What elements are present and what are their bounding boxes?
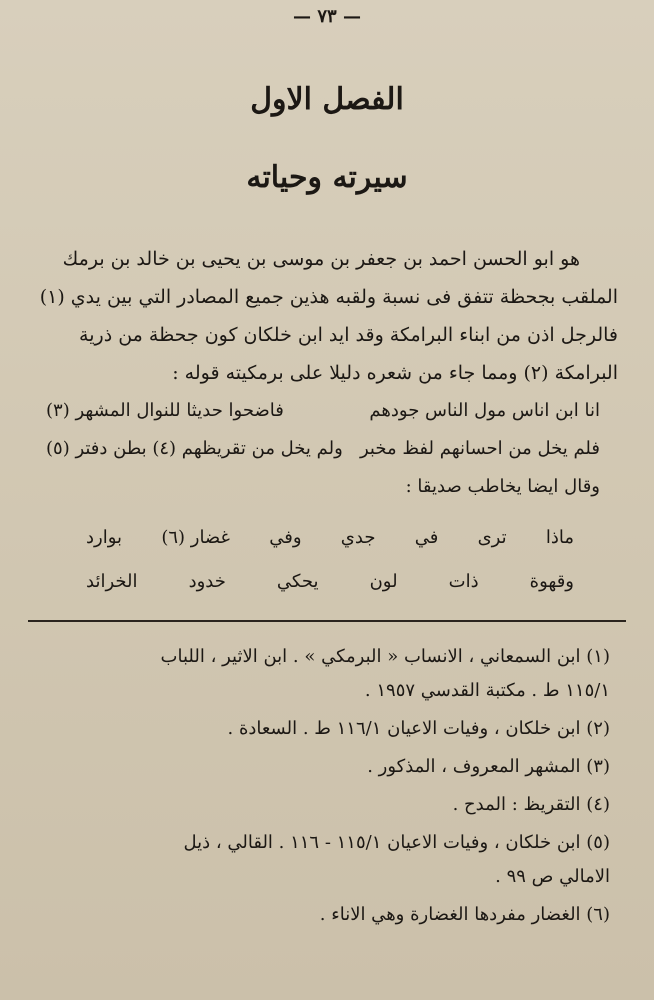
verse-first-hemistich: فلم يخل من احسانهم لفظ مخبر (359, 438, 600, 459)
main-text (39, 240, 618, 604)
verse-word: وقهوة (529, 571, 574, 592)
poem-verses-2 (46, 516, 618, 604)
poem-verses-1 (46, 392, 618, 468)
verse-second-hemistich: فاضحوا حديثا للنوال المشهر (٣) (46, 400, 284, 421)
footnote (40, 640, 610, 708)
page-number: — ٧٣ — (293, 6, 361, 27)
chapter-title: الفصل الاول (250, 82, 404, 117)
footnote-line: (٦) الغضار مفردها الغضارة وهي الاناء . (319, 904, 610, 925)
footnote-line: (١) ابن السمعاني ، الانساب « البرمكي » . ابن الاثير ، اللباب (160, 646, 610, 667)
section-title: سيرته وحياته (246, 160, 408, 195)
verse-word: الخرائد (86, 571, 138, 592)
verse-word: خدود (188, 571, 226, 592)
verse-second-hemistich: ولم يخل من تقريظهم (٤) بطن دفتر (٥) (46, 438, 343, 459)
footnote (40, 712, 610, 746)
verse-word: ترى (477, 527, 507, 548)
paragraph-line: فالرجل اذن من ابناء البرامكة وقد ايد ابن خلكان كون جحظة من ذرية (79, 324, 618, 346)
verse-word: لون (369, 571, 398, 592)
footnote (40, 826, 610, 894)
footnote-line: (٤) التقريظ : المدح . (452, 794, 610, 815)
verse-line (46, 392, 618, 430)
verse-word: في (414, 527, 439, 548)
verse-word: ماذا (545, 527, 574, 548)
verse-line (46, 430, 618, 468)
footnote (40, 788, 610, 822)
footnote-line: (٣) المشهر المعروف ، المذكور . (367, 756, 610, 777)
footnote-divider (28, 620, 626, 622)
verse-line (46, 560, 618, 604)
verse-word: جدي (340, 527, 376, 548)
footnotes (40, 640, 610, 936)
verse-line (46, 516, 618, 560)
verse-word: غضار (٦) (161, 527, 230, 548)
paragraph-line: الملقب بجحظة تتفق فى نسبة ولقبه هذين جميع المصادر التي بين يدي (١) (39, 286, 618, 308)
footnote (40, 898, 610, 932)
verse-first-hemistich: انا ابن اناس مول الناس جودهم (369, 400, 600, 421)
footnote (40, 750, 610, 784)
verse-word: بوارد (86, 527, 123, 548)
poem-intro: وقال ايضا يخاطب صديقا : (405, 476, 600, 497)
paragraph-line: البرامكة (٢) ومما جاء من شعره دليلا على برمكيته قوله : (172, 362, 618, 384)
paragraph-line: هو ابو الحسن احمد بن جعفر بن موسى بن يحيى بن خالد بن برمك (62, 248, 580, 270)
verse-word: ذات (448, 571, 479, 592)
footnote-line: ١١٥/١ ط . مكتبة القدسي ١٩٥٧ . (364, 680, 610, 701)
footnote-line: (٢) ابن خلكان ، وفيات الاعيان ١١٦/١ ط . السعادة . (227, 718, 610, 739)
footnote-line: (٥) ابن خلكان ، وفيات الاعيان ١١٥/١ - ١١٦ . القالي ، ذيل (183, 832, 610, 853)
verse-word: يحكي (276, 571, 319, 592)
footnote-line: الامالي ص ٩٩ . (495, 866, 610, 887)
verse-word: وفي (269, 527, 302, 548)
